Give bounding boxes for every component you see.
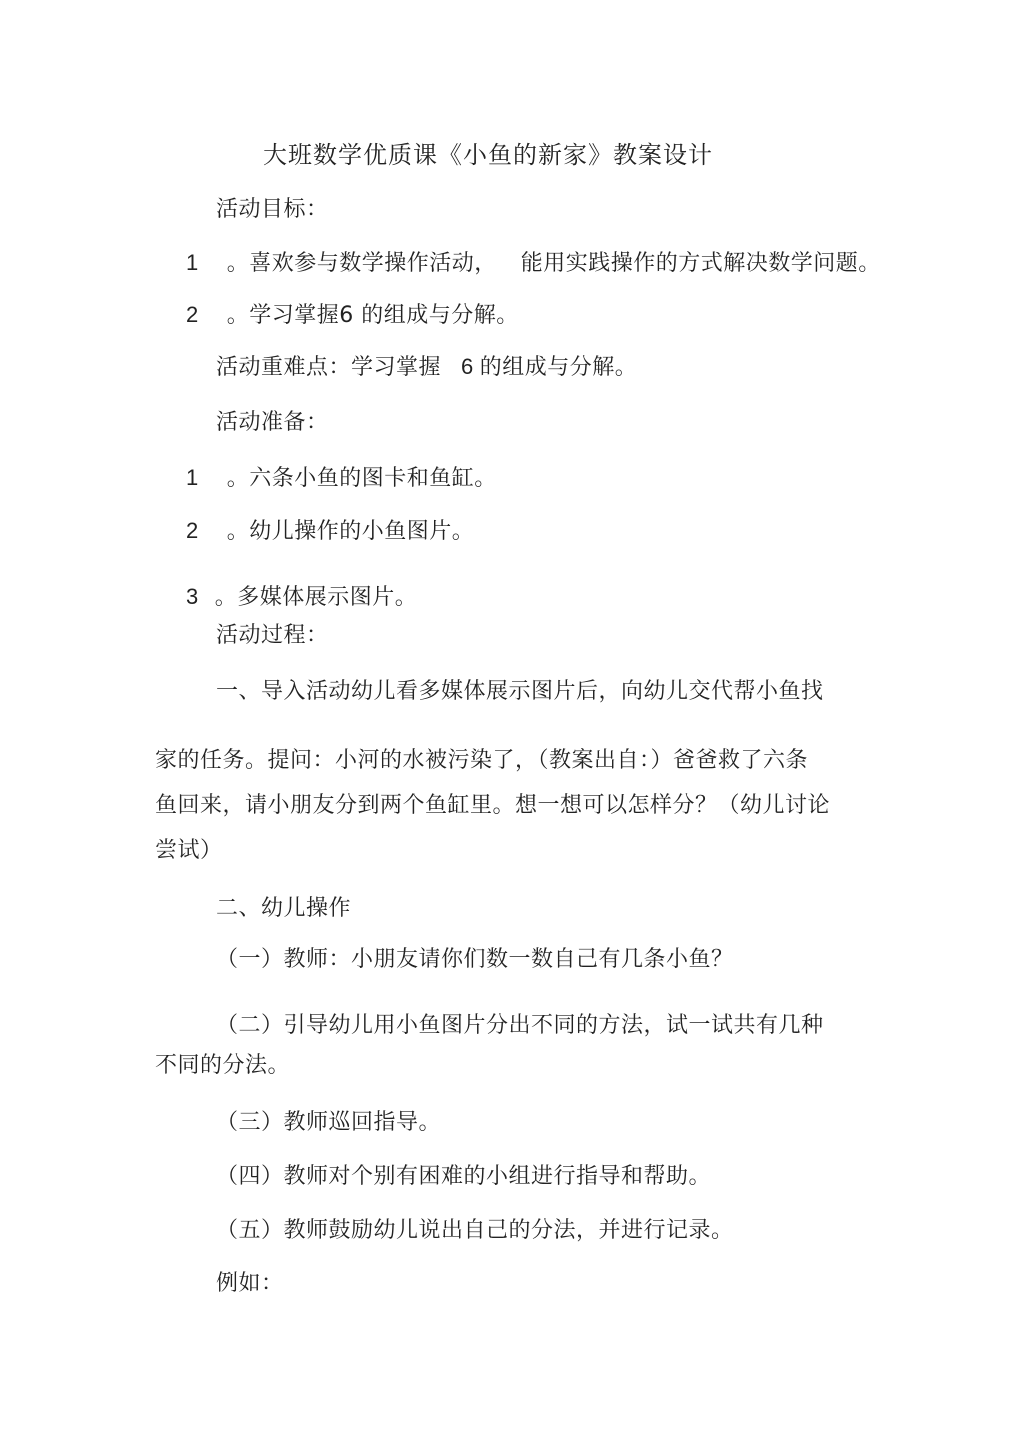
goal-item-number: 2 <box>186 302 199 327</box>
document-title: 大班数学优质课《小鱼的新家》教案设计 <box>263 141 713 169</box>
section2-step1: （一）教师：小朋友请你们数一数自己有几条小鱼？ <box>216 947 734 972</box>
key-points-text: 的组成与分解。 <box>479 355 638 380</box>
goals-heading: 活动目标： <box>216 197 329 222</box>
section2-heading: 二、幼儿操作 <box>216 896 352 921</box>
section2-step2-line2: 不同的分法。 <box>155 1053 291 1078</box>
prep-item-2 <box>186 516 474 547</box>
prep-item-1 <box>186 463 497 494</box>
key-points <box>216 352 637 383</box>
section2-step2-line1: （二）引导幼儿用小鱼图片分出不同的方法，试一试共有几种 <box>216 1013 824 1038</box>
key-points-number: 6 <box>461 354 474 379</box>
prep-item-text: 。六条小鱼的图卡和鱼缸。 <box>226 466 497 491</box>
section1-line3: 鱼回来，请小朋友分到两个鱼缸里。想一想可以怎样分？（幼儿讨论 <box>155 793 831 818</box>
prep-item-number: 1 <box>186 465 199 490</box>
goal-item-text-continued: 能用实践操作的方式解决数学问题。 <box>520 251 881 276</box>
section1-line2: 家的任务。提问：小河的水被污染了，（教案出自：）爸爸救了六条 <box>155 748 809 773</box>
prep-item-text: 。多媒体展示图片。 <box>214 585 418 610</box>
goal-item-2 <box>186 300 519 331</box>
prep-item-3 <box>186 582 417 613</box>
prep-item-number: 2 <box>186 518 199 543</box>
goal-item-number: 1 <box>186 250 199 275</box>
section2-step5: （五）教师鼓励幼儿说出自己的分法，并进行记录。 <box>216 1218 734 1243</box>
section1-line1: 一、导入活动幼儿看多媒体展示图片后，向幼儿交代帮小鱼找 <box>216 679 824 704</box>
goal-item-text: 。喜欢参与数学操作活动， <box>226 251 497 276</box>
section2-step3: （三）教师巡回指导。 <box>216 1110 442 1135</box>
prep-heading: 活动准备： <box>216 410 329 435</box>
section1-line4: 尝试） <box>155 838 223 863</box>
prep-item-text: 。幼儿操作的小鱼图片。 <box>226 519 475 544</box>
example-label: 例如： <box>216 1271 284 1296</box>
key-points-label: 活动重难点：学习掌握 <box>216 355 442 380</box>
prep-item-number: 3 <box>186 584 199 609</box>
goal-item-1 <box>186 248 881 279</box>
section2-step4: （四）教师对个别有困难的小组进行指导和帮助。 <box>216 1164 712 1189</box>
goal-item-text: 。学习掌握6 的组成与分解。 <box>226 303 519 328</box>
process-heading: 活动过程： <box>216 623 329 648</box>
